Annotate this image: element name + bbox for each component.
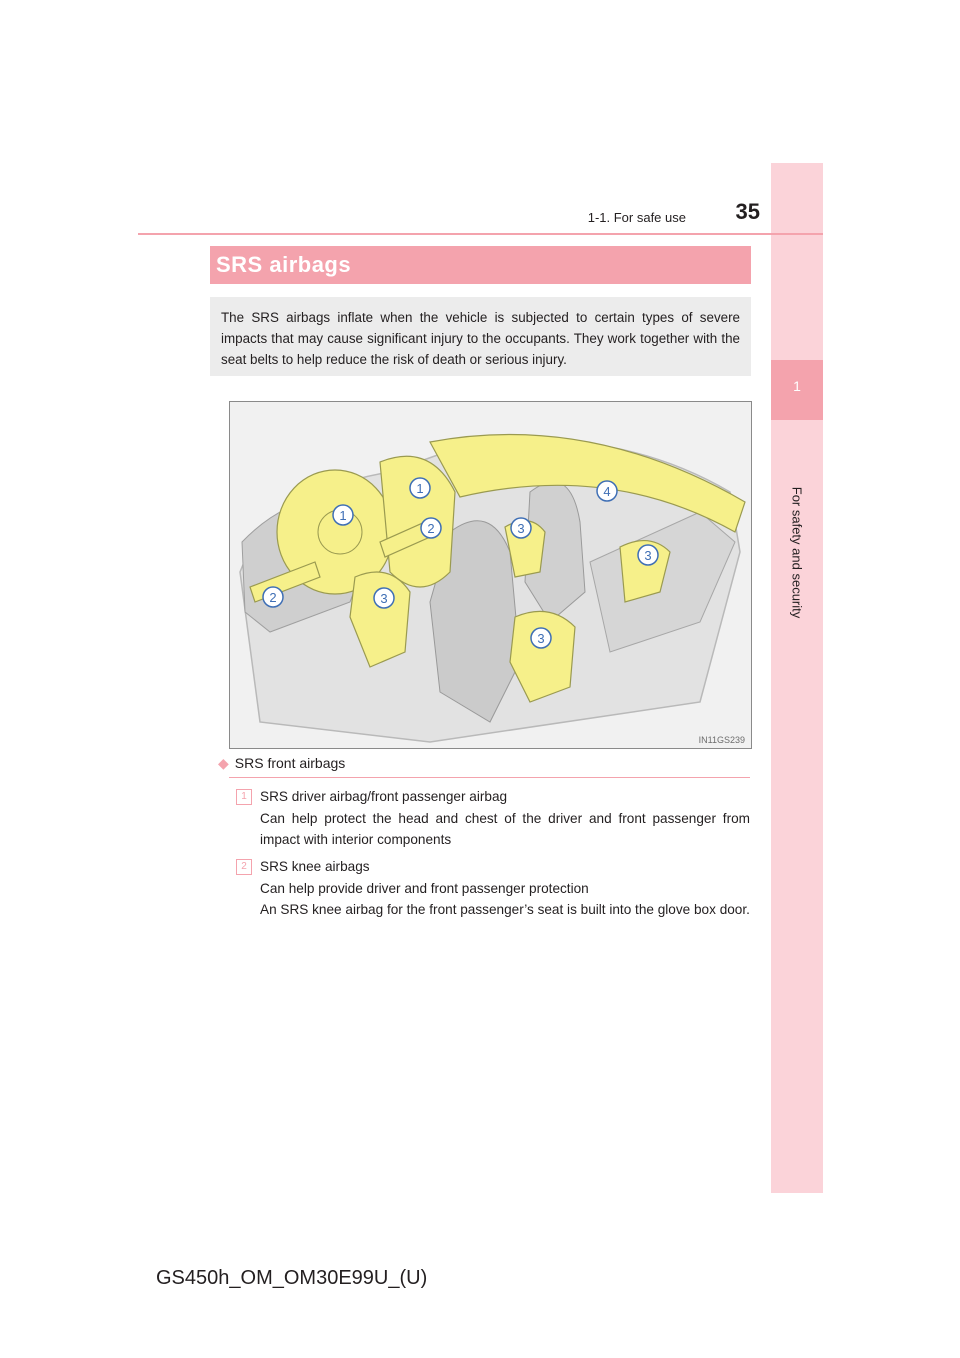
callout-2-passenger-knee bbox=[421, 518, 441, 538]
subheading bbox=[218, 755, 345, 772]
item-1 bbox=[260, 786, 750, 851]
subheading-divider bbox=[229, 777, 750, 778]
chapter-number: 1 bbox=[793, 378, 801, 394]
document-code: GS450h_OM_OM30E99U_(U) bbox=[156, 1267, 428, 1289]
subheading-text: SRS front airbags bbox=[234, 755, 346, 771]
svg-text:1: 1 bbox=[416, 481, 424, 496]
svg-text:3: 3 bbox=[644, 548, 652, 563]
item-2-description-1: Can help provide driver and front passenger protection bbox=[260, 880, 589, 896]
callout-3-passenger-side bbox=[511, 518, 531, 538]
item-1-badge: 1 bbox=[236, 789, 252, 805]
callout-4-curtain bbox=[597, 481, 617, 501]
airbag-illustration bbox=[229, 401, 752, 749]
item-2-title: SRS knee airbags bbox=[260, 859, 370, 874]
callout-1-driver bbox=[333, 505, 353, 525]
callout-3-driver-side bbox=[374, 588, 394, 608]
item-1-description: Can help protect the head and chest of the driver and front passenger from impact with interior components bbox=[260, 810, 750, 847]
title-bar bbox=[210, 246, 751, 284]
section-title: 1-1. For safe use bbox=[587, 210, 686, 225]
page-number: 35 bbox=[735, 199, 760, 224]
item-2 bbox=[260, 856, 750, 921]
figure-code: IN11GS239 bbox=[698, 735, 745, 745]
chapter-title: For safety and security bbox=[789, 486, 805, 619]
callout-3-rear-right bbox=[638, 545, 658, 565]
callout-3-rear-left bbox=[531, 628, 551, 648]
item-2-description-2: An SRS knee airbag for the front passenger’s seat is built into the glove box door. bbox=[260, 902, 750, 917]
callout-1-passenger bbox=[410, 478, 430, 498]
svg-text:3: 3 bbox=[517, 521, 525, 536]
svg-text:1: 1 bbox=[339, 508, 347, 523]
page-title: SRS airbags bbox=[216, 252, 352, 277]
intro-box: The SRS airbags inflate when the vehicle is subjected to certain types of severe impacts that may cause significant injury to the occupants. They work together with the seat belts to help reduce the risk of death or serious injury. bbox=[210, 297, 751, 376]
svg-text:3: 3 bbox=[380, 591, 388, 606]
diamond-bullet-icon: ◆ bbox=[218, 755, 229, 771]
item-1-title: SRS driver airbag/front passenger airbag bbox=[260, 789, 508, 804]
header-divider bbox=[138, 233, 823, 235]
callout-2-driver-knee bbox=[263, 587, 283, 607]
item-2-badge: 2 bbox=[236, 859, 252, 875]
svg-text:2: 2 bbox=[269, 590, 277, 605]
svg-text:2: 2 bbox=[427, 521, 435, 536]
svg-text:3: 3 bbox=[537, 631, 545, 646]
car-interior-diagram bbox=[230, 402, 751, 748]
svg-text:4: 4 bbox=[603, 484, 611, 499]
